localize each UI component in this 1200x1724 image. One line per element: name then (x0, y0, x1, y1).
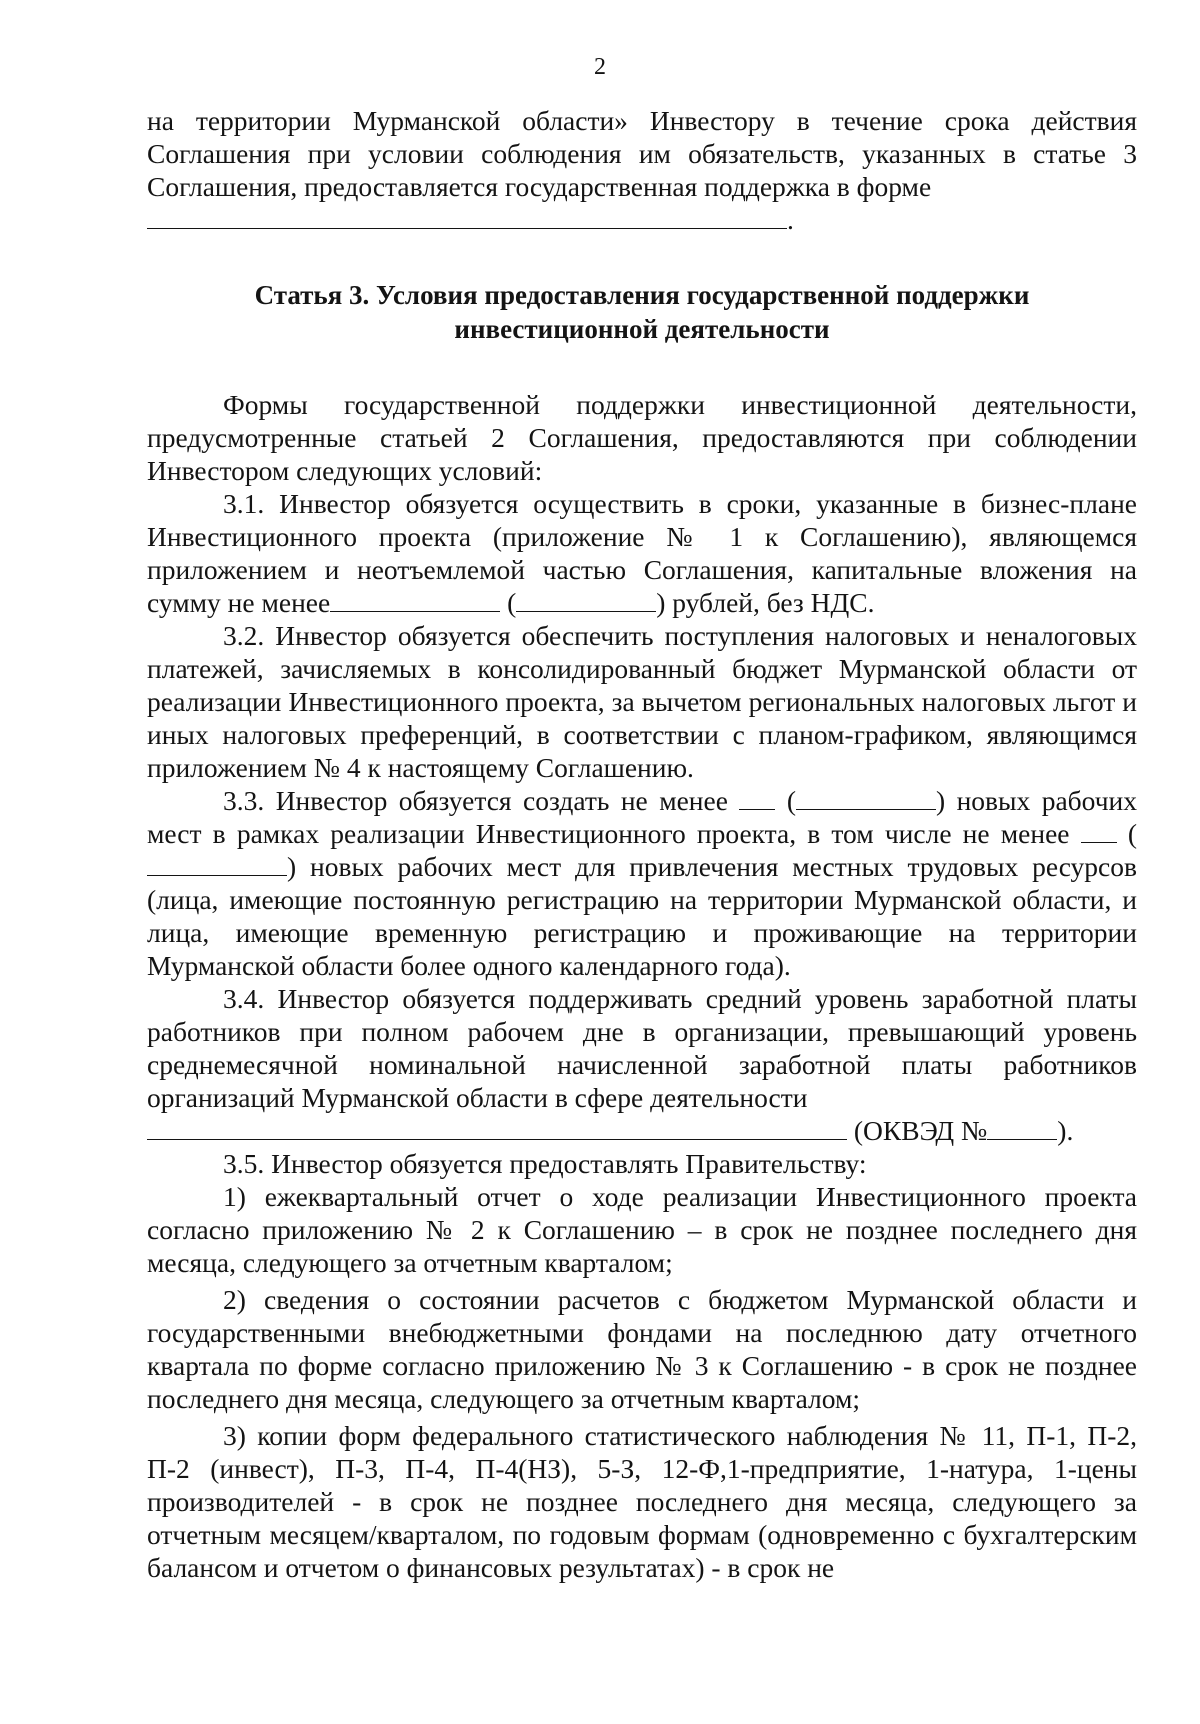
document-body (147, 104, 1137, 1584)
jobs-local-blank (1081, 818, 1117, 843)
activity-sphere-blank (147, 1115, 847, 1140)
clause-3-5-item-2: 2) сведения о состоянии расчетов с бюджетом Мурманской области и государственными внебюджетными фондами на последнюю дату отчетного квартала по форме согласно приложению № 3 к Соглашению - в срок не позднее последнего дня месяца, следующего за отчетным кварталом; (147, 1284, 1137, 1414)
intro-text: на территории Мурманской области» Инвестору в течение срока действия Соглашения при условии соблюдения им обязательств, указанных в статье 3 Соглашения, предоставляется государственная поддержка в форме (147, 105, 1137, 202)
clause-3-3-text-c: ) новых рабочих мест для привлечения местных трудовых ресурсов (лица, имеющие постоянную регистрацию на территории Мурманской области, и лица, имеющие временную регистрацию и проживающие на территории Мурманской области более одного календарного года). (147, 851, 1137, 981)
lead-paragraph: Формы государственной поддержки инвестиционной деятельности, предусмотренные статьей 2 Соглашения, предоставляются при соблюдении Инвестором следующих условий: (147, 389, 1137, 486)
clause-3-4 (147, 982, 1137, 1147)
clause-3-5-item-1: 1) ежеквартальный отчет о ходе реализации Инвестиционного проекта согласно приложению № 2 к Соглашению – в срок не позднее последнего дня месяца, следующего за отчетным кварталом; (147, 1181, 1137, 1278)
clause-3-3-text-a: 3.3. Инвестор обязуется создать не менее (223, 785, 740, 816)
article-3-title-line2: инвестиционной деятельности (454, 314, 830, 344)
amount-blank (330, 587, 500, 612)
clause-3-5-item-3: 3) копии форм федерального статистического наблюдения № 11, П-1, П-2, П-2 (инвест), П-3, П-4, П-4(НЗ), 5-З, 12-Ф,1-предприятие, 1-натура, 1-цены производителей - в срок не позднее последнего дня месяца, следующего за отчетным месяцем/кварталом, по годовым формам (одновременно с бухгалтерским балансом и отчетом о финансовых результатах) - в срок не (147, 1420, 1137, 1583)
clause-3-3 (147, 784, 1137, 982)
intro-paragraph (147, 104, 1137, 236)
jobs-total-words-blank (796, 785, 936, 810)
clause-3-1-text: 3.1. Инвестор обязуется осуществить в сроки, указанные в бизнес-плане Инвестиционного проекта (приложение № 1 к Соглашению), являющемся приложением и неотъемлемой частью Соглашения, капитальные вложения на сумму не менее (147, 488, 1137, 618)
article-3-title-line1: Статья 3. Условия предоставления государственной поддержки (254, 280, 1030, 310)
clause-3-1-end: ) рублей, без НДС. (656, 587, 875, 618)
clause-3-5: 3.5. Инвестор обязуется предоставлять Правительству: (223, 1148, 867, 1179)
intro-end: . (787, 204, 794, 235)
clause-3-4-text: 3.4. Инвестор обязуется поддерживать средний уровень заработной платы работников при полном рабочем дне в организации, превышающий уровень среднемесячной номинальной начисленной заработной платы работников организаций Мурманской области в сфере деятельности (147, 983, 1137, 1113)
clause-3-1 (147, 487, 1137, 619)
okved-label: (ОКВЭД № (847, 1115, 988, 1146)
clause-3-3-paren-open-2: ( (1116, 818, 1137, 849)
jobs-total-blank (739, 785, 775, 810)
jobs-local-words-blank (147, 851, 287, 876)
clause-3-3-text-b: ) новых рабочих мест в рамках реализации Инвестиционного проекта, в том числе не менее (147, 785, 1137, 849)
clause-3-2: 3.2. Инвестор обязуется обеспечить поступления налоговых и неналоговых платежей, зачисляемых в консолидированный бюджет Мурманской области от реализации Инвестиционного проекта, за вычетом региональных налоговых льгот и иных налоговых преференций, в соответствии с планом-графиком, являющимся приложением № 4 к настоящему Соглашению. (147, 620, 1137, 783)
okved-blank (987, 1115, 1057, 1140)
clause-3-4-end: ). (1057, 1115, 1074, 1146)
support-form-blank (147, 204, 787, 229)
amount-words-blank (516, 587, 656, 612)
clause-3-3-paren-open: ( (775, 785, 796, 816)
article-3-title (147, 278, 1137, 346)
clause-3-1-paren-open: ( (500, 587, 517, 618)
page-number: 2 (594, 54, 606, 80)
